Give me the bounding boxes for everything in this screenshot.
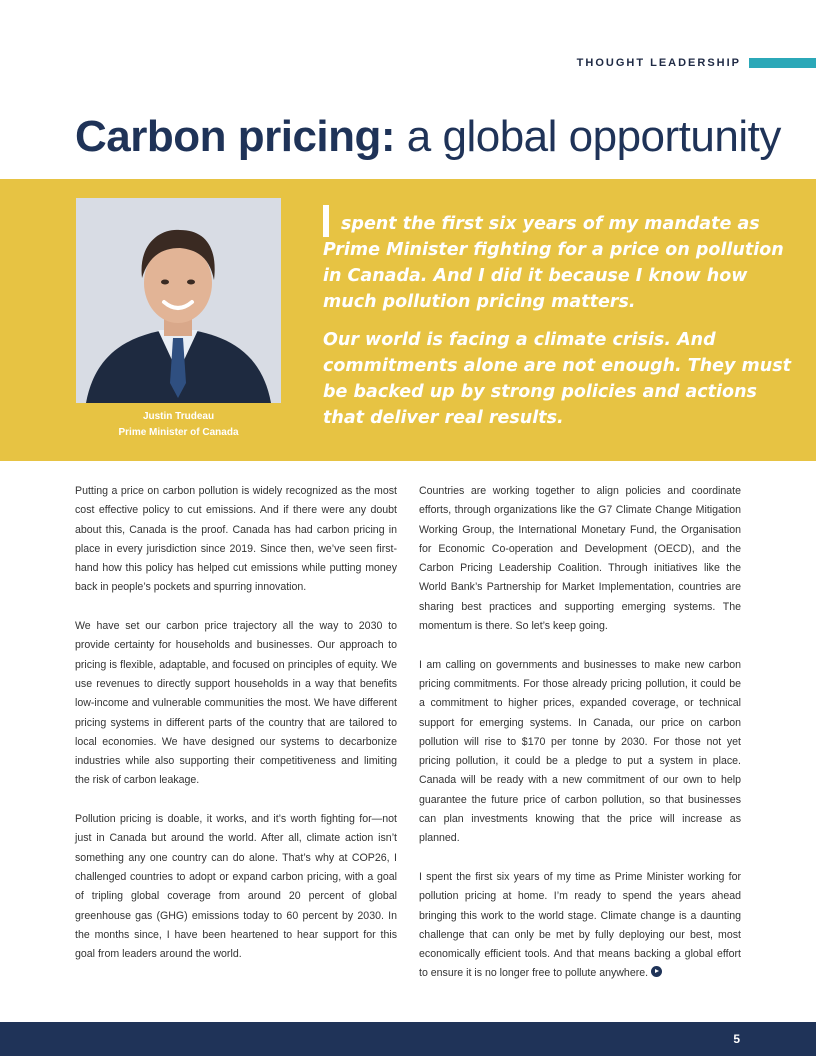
quote-paragraph — [323, 205, 793, 315]
pull-quote — [323, 205, 793, 443]
article-body — [75, 482, 741, 992]
article-end-icon — [651, 966, 662, 977]
portrait-photo — [76, 198, 281, 403]
page-number: 5 — [733, 1032, 740, 1046]
footer-bar — [0, 1022, 816, 1056]
title-light-part: a global opportunity — [395, 112, 781, 161]
page-title — [75, 112, 781, 162]
quote-paragraph — [323, 327, 793, 431]
section-accent-bar — [749, 58, 816, 68]
right-column — [419, 482, 741, 1003]
body-paragraph: Putting a price on carbon pollution is widely recognized as the most cost effective policy to cut emissions. And if there were any doubt about this, Canada is the proof. Canada has had carbon pricing in place in every jurisdiction since 2019. Since then, we’ve seen first-hand how this policy has helped cut emissions while putting money back in people’s pockets and spurring innovation. — [75, 485, 397, 594]
title-bold-part: Carbon pricing: — [75, 112, 396, 161]
quote-text: spent the first six years of my mandate as Prime Minister fighting for a price on pollution in Canada. And I did it because I know how much pollution pricing matters. — [323, 214, 784, 312]
body-paragraph — [419, 868, 741, 984]
quote-drop-cap — [323, 205, 329, 237]
body-paragraph: I am calling on governments and businesses to make new carbon pricing commitments. For those already pricing pollution, it could be a commitment to higher prices, expanded coverage, or technical support for emerging systems. In Canada, our price on carbon pollution will rise to $170 per tonne by 2030. For those not yet pricing pollution, it could be a pledge to put a system in place. Canada will be ready with a new commitment of our own to help guarantee the future price of carbon pollution, so that businesses can plan investments knowing that the price will increase as planned. — [419, 658, 741, 845]
body-paragraph: We have set our carbon price trajectory all the way to 2030 to provide certainty for households and businesses. Our approach to pricing is flexible, adaptable, and focused on principles of equity. We use revenues to directly support households in a way that benefits low-income and vulnerable communities the most. We have different pricing systems in different parts of the country that are tailored to local economies. We have designed our systems to decarbonize industries while also supporting their competitiveness and limiting the risk of carbon leakage. — [75, 620, 397, 787]
caption-name: Justin Trudeau — [142, 411, 215, 422]
left-column — [75, 482, 397, 984]
quote-text: Our world is facing a climate crisis. And commitments alone are not enough. They must be backed up by strong policies and actions that deliver real results. — [323, 330, 792, 428]
photo-caption — [76, 409, 281, 441]
body-paragraph-text: I spent the first six years of my time as Prime Minister working for pollution pricing at home. I’m ready to spend the years ahead bringing this work to the world stage. Climate change is a daunting challenge that can only be met by fully deploying our best, most economically efficient tools. And that means backing a global effort to ensure it is no longer free to pollute anywhere. — [419, 870, 741, 980]
caption-role: Prime Minister of Canada — [118, 427, 239, 438]
section-label: THOUGHT LEADERSHIP — [576, 57, 741, 69]
body-paragraph: Pollution pricing is doable, it works, and it’s worth fighting for—not just in Canada but around the world. After all, climate action isn’t something any one country can do alone. That’s why at COP26, I challenged countries to adopt or expand carbon pricing, with a goal of tripling global coverage from around 20 percent of global greenhouse gas (GHG) emissions today to 60 percent by 2030. In the months since, I have been heartened to hear support for this goal from leaders around the world. — [75, 813, 397, 961]
body-paragraph: Countries are working together to align policies and coordinate efforts, through organizations like the G7 Climate Change Mitigation Working Group, the International Monetary Fund, the Organisation for Economic Co-operation and Development (OECD), and the Carbon Pricing Leadership Coalition. Through initiatives like the World Bank’s Partnership for Market Implementation, countries are sharing best practices and supporting emerging systems. The momentum is there. So let’s keep going. — [419, 485, 741, 633]
portrait-illustration — [76, 198, 281, 403]
